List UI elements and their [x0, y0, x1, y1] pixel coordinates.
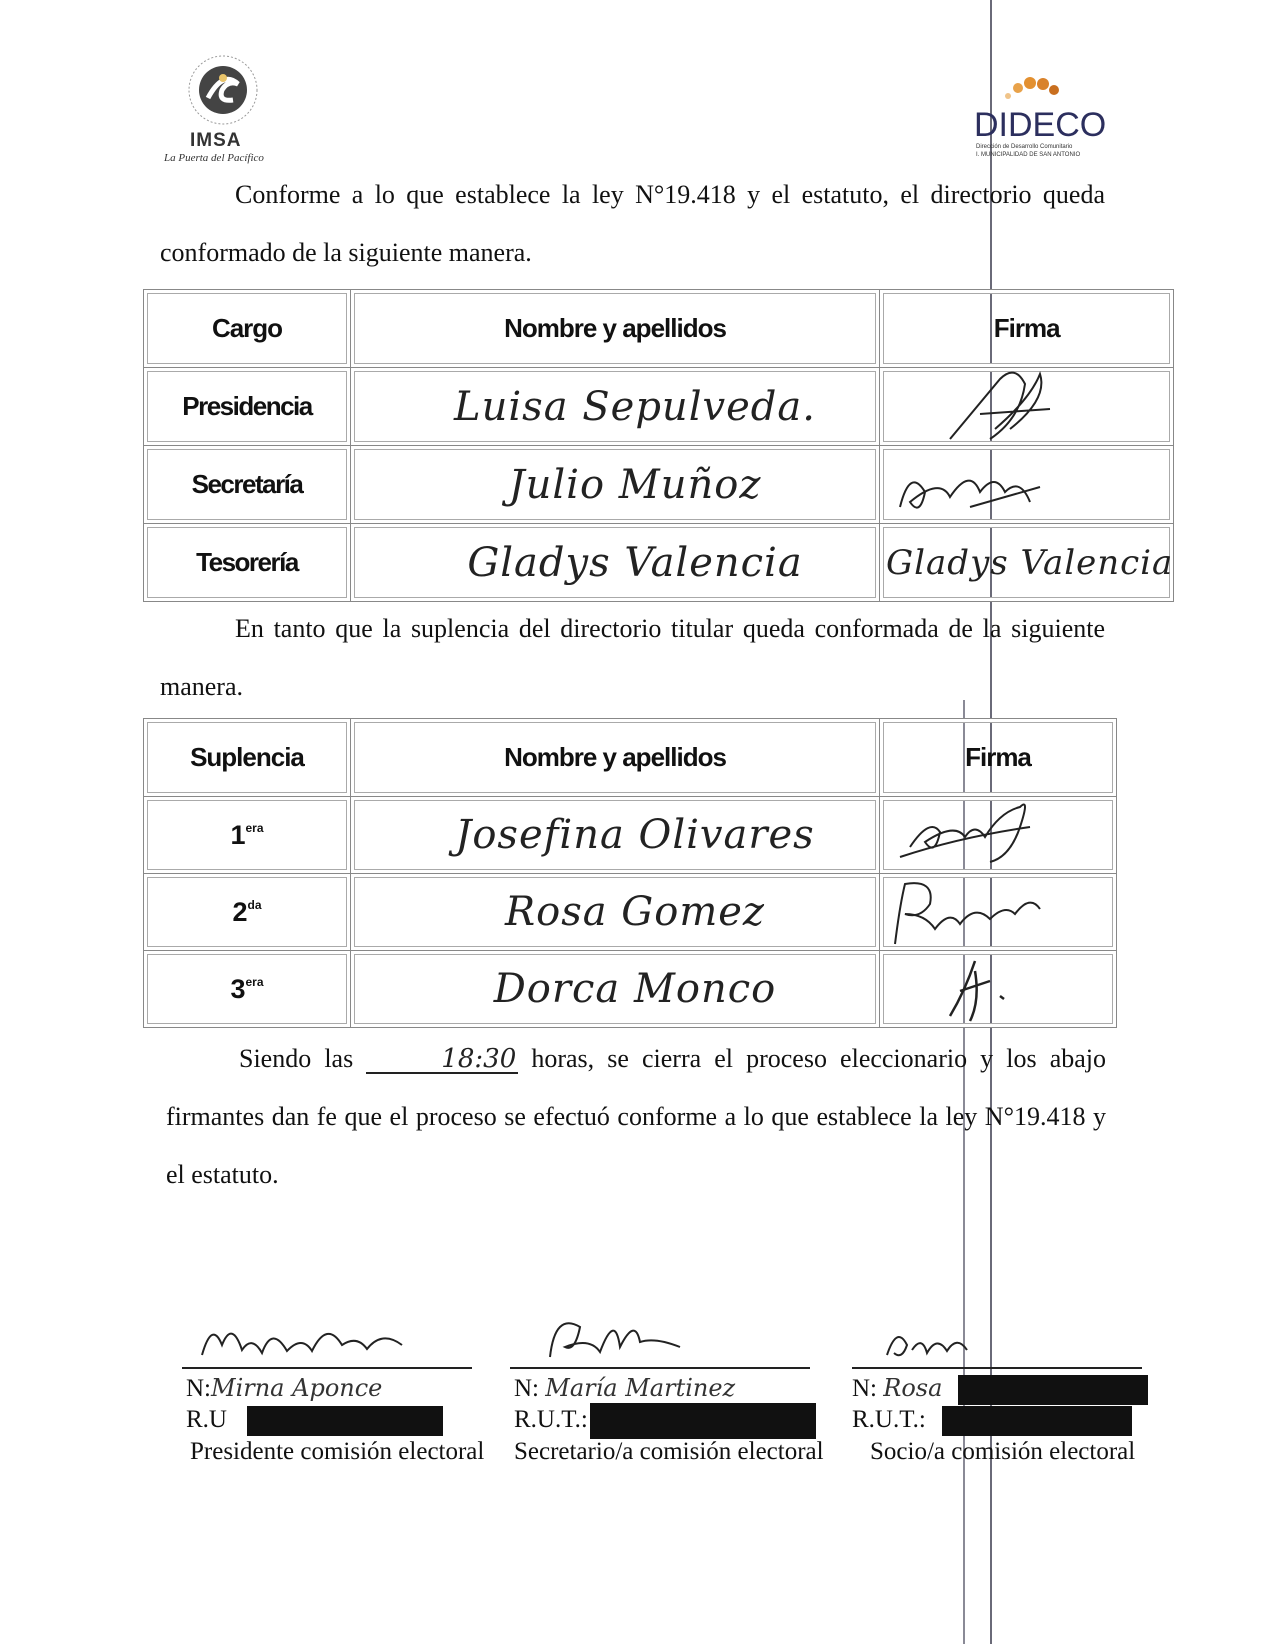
handwritten-signature [880, 447, 1116, 523]
table-header: Nombre y apellidos [351, 290, 880, 368]
closing-text-before: Siendo las [239, 1044, 354, 1073]
dideco-logo [968, 74, 1107, 164]
imsa-logo-name: IMSA [190, 130, 242, 151]
name-row: N: María Martinez [514, 1374, 736, 1402]
handwritten-name: Dorca Monco [351, 951, 880, 1028]
table-header: Suplencia [144, 719, 351, 797]
handwritten-time: 18:30 [366, 1046, 518, 1074]
table-header: Cargo [144, 290, 351, 368]
redaction-box [247, 1406, 443, 1436]
closing-text-after: horas, se cierra el proceso eleccionario y los abajo firmantes dan fe que el proceso se efectuó conforme a lo que establece la ley N°19.418 y el estatuto. [166, 1044, 1107, 1189]
rut-row: R.U [186, 1403, 443, 1437]
signature-cell [880, 368, 1174, 446]
table-row [144, 797, 1117, 874]
table-row [144, 874, 1117, 951]
redaction-box [942, 1406, 1132, 1436]
table-row [144, 368, 1174, 446]
handwritten-signature [880, 797, 1116, 873]
dideco-logo-subtitle: I. MUNICIPALIDAD DE SAN ANTONIO [976, 152, 1081, 158]
handwritten-signature [192, 1315, 432, 1371]
cargo-cell: Presidencia [144, 368, 351, 446]
handwritten-name: Mirna Aponce [211, 1374, 383, 1402]
handwritten-name: María Martinez [545, 1374, 736, 1402]
table-row [144, 951, 1117, 1028]
signature-cell [880, 874, 1117, 951]
suplencia-paragraph: En tanto que la suplencia del directorio titular queda conformada de la siguiente manera. [160, 614, 1105, 701]
suplencia-number: $3^{era}$ [144, 951, 351, 1028]
directorio-table [143, 289, 1174, 602]
handwritten-name: Gladys Valencia [351, 524, 880, 602]
signature-line [182, 1367, 472, 1369]
intro-paragraph: Conforme a lo que establece la ley N°19.418 y el estatuto, el directorio queda conformado de la siguiente manera. [160, 180, 1105, 267]
role-label: Socio/a comisión electoral [870, 1438, 1136, 1465]
redaction-box [590, 1403, 816, 1439]
signature-block-secretary [510, 1315, 824, 1465]
name-row: N:Mirna Aponce [186, 1374, 383, 1402]
table-row [144, 446, 1174, 524]
role-label: Presidente comisión electoral [190, 1438, 485, 1465]
rut-row: R.U.T.: [852, 1403, 1132, 1437]
dideco-logo-subtitle: Dirección de Desarrollo Comunitario [976, 144, 1073, 150]
suplencia-table [143, 718, 1117, 1028]
handwritten-name: Luisa Sepulveda. [351, 368, 880, 446]
name-row: N: Rosa [852, 1371, 1148, 1406]
handwritten-signature [540, 1307, 740, 1373]
handwritten-signature: Gladys Valencia [886, 542, 1174, 583]
cargo-cell: Tesorería [144, 524, 351, 602]
signature-line [510, 1367, 810, 1369]
imsa-logo-motto: La Puerta del Pacífico [164, 152, 264, 164]
imsa-logo [160, 50, 290, 170]
handwritten-signature [882, 1315, 982, 1371]
handwritten-signature [880, 874, 1116, 950]
signature-cell [880, 797, 1117, 874]
handwritten-name: Josefina Olivares [351, 797, 880, 874]
rut-row: R.U.T.: [514, 1403, 816, 1439]
suplencia-number: $2^{da}$ [144, 874, 351, 951]
signature-block-president [182, 1315, 485, 1465]
suplencia-number: $1^{era}$ [144, 797, 351, 874]
signature-block-member [852, 1315, 1162, 1465]
handwritten-signature [880, 951, 1116, 1027]
handwritten-name: Julio Muñoz [351, 446, 880, 524]
table-header: Firma [880, 719, 1117, 797]
closing-paragraph [166, 1030, 1106, 1204]
role-label: Secretario/a comisión electoral [514, 1438, 824, 1465]
cargo-cell: Secretaría [144, 446, 351, 524]
signature-cell [880, 446, 1174, 524]
signature-line [852, 1367, 1142, 1369]
dideco-logo-name: DIDECO [974, 106, 1107, 144]
table-header: Nombre y apellidos [351, 719, 880, 797]
imsa-emblem-icon [178, 50, 268, 130]
handwritten-name: Rosa Gomez [351, 874, 880, 951]
table-row [144, 524, 1174, 602]
handwritten-signature [880, 369, 1116, 445]
signature-cell [880, 524, 1174, 602]
signature-cell [880, 951, 1117, 1028]
redaction-box [958, 1375, 1148, 1405]
dideco-dots-icon [998, 74, 1078, 108]
table-header: Firma [880, 290, 1174, 368]
handwritten-name: Rosa [883, 1374, 943, 1402]
